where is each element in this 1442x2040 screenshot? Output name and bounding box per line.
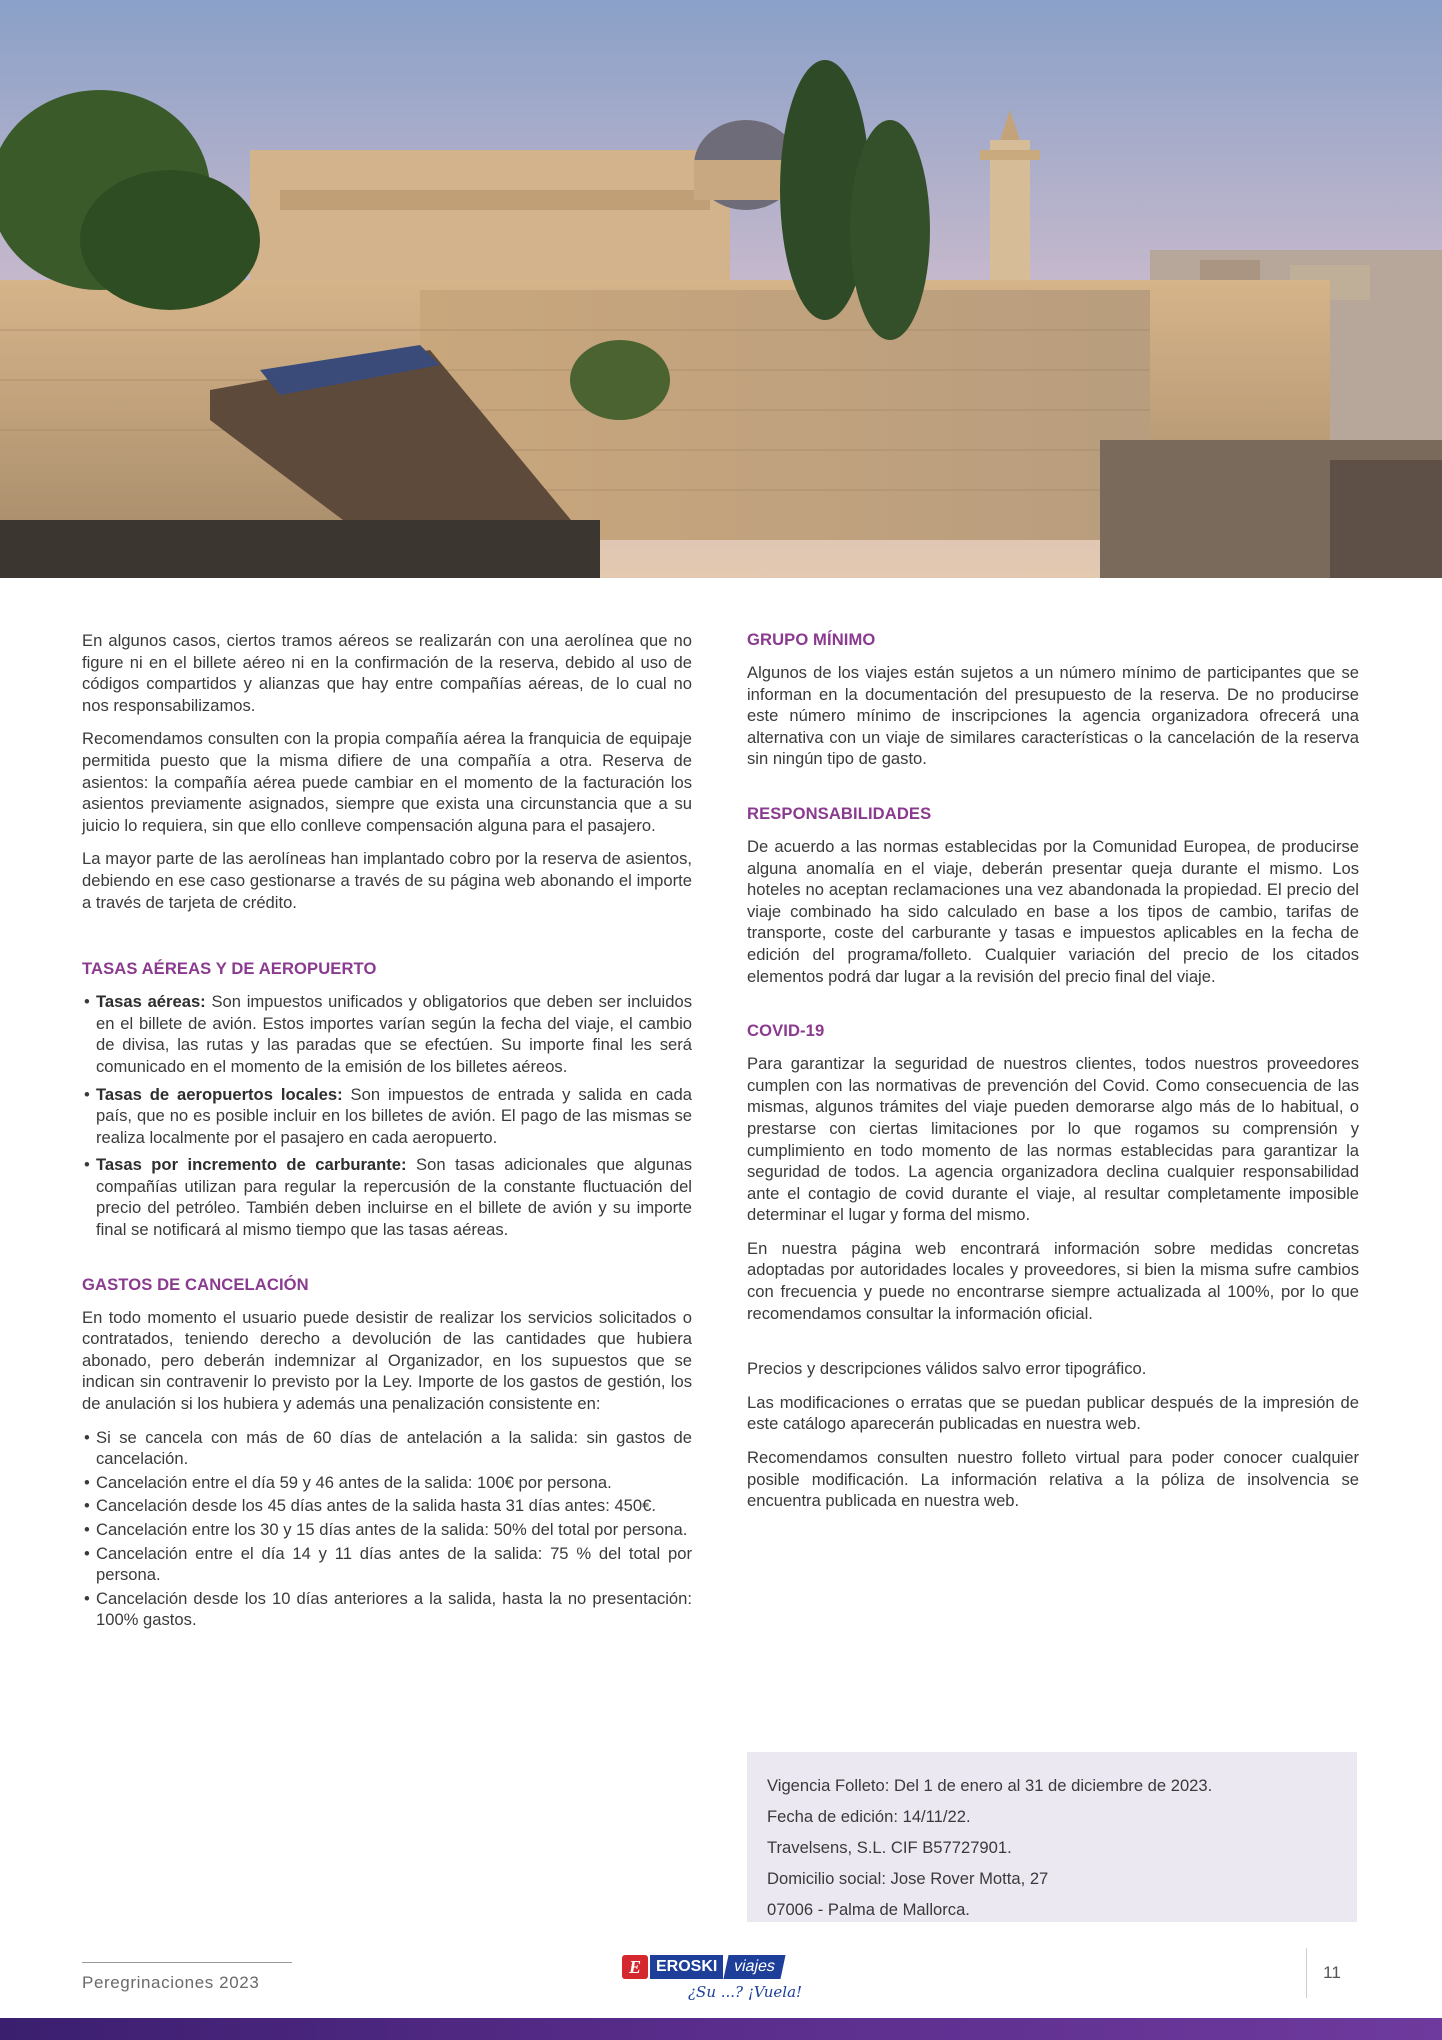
right-column <box>747 630 1359 1524</box>
logo-slogan: ¿Su ...? ¡Vuela! <box>688 1983 803 2001</box>
tasas-heading: TASAS AÉREAS Y DE AEROPUERTO <box>82 959 377 979</box>
intro-paragraph-1: En algunos casos, ciertos tramos aéreos se realizarán con una aerolínea que no figure ni en el billete aéreo ni en la confirmación de la reserva, debido al uso de códigos compartidos y alianzas que hay entre compañías aéreas, de lo cual no nos responsabilizamos. <box>82 631 692 715</box>
list-item: • Cancelación desde los 10 días anteriores a la salida, hasta la no presentación: 100% gastos. <box>82 1588 692 1631</box>
validity-line: Vigencia Folleto: Del 1 de enero al 31 de diciembre de 2023. <box>767 1776 1213 1795</box>
page-number: 11 <box>1306 1948 1357 1998</box>
jerusalem-wall-image <box>0 0 1442 578</box>
grupo-paragraph: Algunos de los viajes están sujetos a un número mínimo de participantes que se informan en la documentación del presupuesto de la reserva. De no producirse este número mínimo de inscripciones la agencia organizadora ofrecerá una alternativa con un viaje de similares características o la cancelación de la reserva sin ningún tipo de gasto. <box>747 663 1359 769</box>
note-1: Precios y descripciones válidos salvo error tipográfico. <box>747 1359 1147 1379</box>
list-item: • Tasas de aeropuertos locales: Son impuestos de entrada y salida en cada país, que no es posible incluir en los billetes de avión. El pago de las mismas se realiza localmente por el pasajero en cada aeropuerto. <box>82 1084 692 1149</box>
left-column <box>82 630 692 1643</box>
note-2: Las modificaciones o erratas que se puedan publicar después de la impresión de este catálogo aparecerán publicadas en nuestra web. <box>747 1392 1359 1434</box>
list-item: • Tasas por incremento de carburante: Son tasas adicionales que algunas compañías utilizan para regular la repercusión de la constante fluctuación del precio del petróleo. También deben incluirse en el billete de avión y su importe final se notificará al mismo tiempo que las tasas aéreas. <box>82 1154 692 1240</box>
gastos-heading: GASTOS DE CANCELACIÓN <box>82 1274 309 1294</box>
logo-name: EROSKI <box>650 1955 723 1979</box>
catalog-name: Peregrinaciones 2023 <box>82 1962 292 1993</box>
list-item: • Cancelación entre el día 59 y 46 antes de la salida: 100€ por persona. <box>82 1472 692 1494</box>
bottom-bar <box>0 2018 1442 2040</box>
responsabilidades-heading: RESPONSABILIDADES <box>747 803 932 823</box>
logo-viajes: viajes <box>724 1955 786 1979</box>
intro-paragraph-2: Recomendamos consulten con la propia compañía aérea la franquicia de equipaje permitida puesto que la misma difiere de una compañía a otra. Reserva de asientos: la compañía aérea puede cambiar en el momento de la facturación los asientos previamente asignados, siempre que exista una circunstancia que a su juicio lo requiera, sin que ello conlleve compensación alguna para el pasajero. <box>82 729 692 835</box>
company-line: Travelsens, S.L. CIF B57727901. <box>767 1838 1012 1857</box>
gastos-list <box>82 1427 692 1631</box>
covid-heading: COVID-19 <box>747 1021 825 1041</box>
intro-paragraph-3: La mayor parte de las aerolíneas han implantado cobro por la reserva de asientos, debiendo en ese caso gestionarse a través de su página web abonando el importe a través de tarjeta de crédito. <box>82 849 692 912</box>
eroski-e-icon: E <box>622 1955 648 1979</box>
address-line: Domicilio social: Jose Rover Motta, 27 <box>767 1869 1049 1888</box>
list-item: • Cancelación entre los 30 y 15 días antes de la salida: 50% del total por persona. <box>82 1519 692 1541</box>
responsabilidades-paragraph: De acuerdo a las normas establecidas por la Comunidad Europea, de producirse alguna anomalía en el viaje, deberán presentar queja durante el mismo. Los hoteles no aceptan reclamaciones una vez abandonada la propiedad. El precio del viaje combinado ha sido calculado en base a los tipos de cambio, tarifas de transporte, coste del carburante y tasas e impuestos aplicables en la fecha de edición del programa/folleto. Cualquier variación del precio de los citados elementos podrá dar lugar a la revisión del precio final del viaje. <box>747 836 1359 986</box>
eroski-viajes-logo <box>622 1955 822 2015</box>
brochure-info-box <box>747 1752 1357 1922</box>
grupo-heading: GRUPO MÍNIMO <box>747 630 876 649</box>
list-item: • Cancelación desde los 45 días antes de la salida hasta 31 días antes: 450€. <box>82 1495 692 1517</box>
covid-paragraph-2: En nuestra página web encontrará información sobre medidas concretas adoptadas por autoridades locales y proveedores, si bien la misma sufre cambios con frecuencia y puede no encontrarse siempre actualizada al 100%, por lo que recomendamos consultar la información oficial. <box>747 1238 1359 1323</box>
list-item: • Tasas aéreas: Son impuestos unificados y obligatorios que deben ser incluidos en el billete de avión. Estos importes varían según la fecha del viaje, el cambio de divisa, las rutas y las paradas que se efectúen. Su importe final les será comunicado en el momento de la emisión de los billetes aéreos. <box>82 991 692 1077</box>
covid-paragraph-1: Para garantizar la seguridad de nuestros clientes, todos nuestros proveedores cumplen con las normativas de prevención del Covid. Como consecuencia de las mismas, algunos trámites del viaje pueden demorarse algo más de lo habitual, o prestarse con ciertas limitaciones por lo que rogamos su comprensión y cumplimiento en todo momento de las normas establecidas para garantizar la seguridad de todos. La agencia organizadora declina cualquier responsabilidad ante el contagio de covid durante el viaje, al resultar completamente imposible determinar el lugar y forma del mismo. <box>747 1054 1359 1225</box>
city-line: 07006 - Palma de Mallorca. <box>767 1900 970 1919</box>
list-item: • Si se cancela con más de 60 días de antelación a la salida: sin gastos de cancelación. <box>82 1427 692 1470</box>
list-item: • Cancelación entre el día 14 y 11 días antes de la salida: 75 % del total por persona. <box>82 1543 692 1586</box>
gastos-paragraph: En todo momento el usuario puede desistir de realizar los servicios solicitados o contratados, teniendo derecho a devolución de las cantidades que hubiera abonado, pero deberán indemnizar al Organizador, en los supuestos que se indican sin contravenir lo previsto por la Ley. Importe de los gastos de gestión, los de anulación si los hubiera y además una penalización consistente en: <box>82 1307 692 1414</box>
edition-date-line: Fecha de edición: 14/11/22. <box>767 1807 971 1826</box>
hero-photo <box>0 0 1442 578</box>
note-3: Recomendamos consulten nuestro folleto virtual para poder conocer cualquier posible modificación. La información relativa a la póliza de insolvencia se encuentra publicada en nuestra web. <box>747 1448 1359 1511</box>
tasas-list <box>82 991 692 1241</box>
